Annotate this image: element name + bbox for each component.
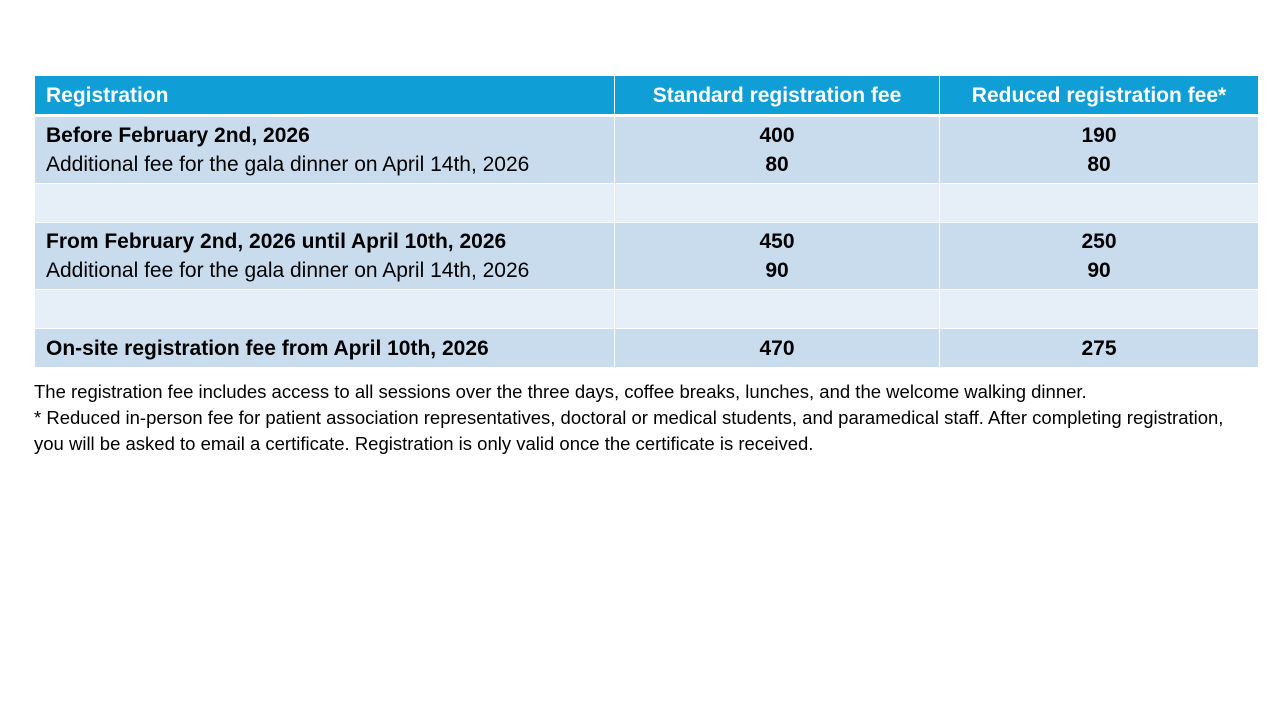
header-registration: Registration (35, 76, 615, 116)
standard-gala-fee-value: 90 (765, 259, 789, 282)
period-label: Before February 2nd, 2026 (46, 124, 310, 147)
spacer-row (35, 290, 1259, 329)
header-reduced-fee: Reduced registration fee* (940, 76, 1259, 116)
table-row (35, 329, 1259, 368)
registration-fee-table (34, 75, 1259, 368)
reduced-fee-cell (940, 223, 1259, 290)
fee-inclusion-note: The registration fee includes access to all sessions over the three days, coffee breaks, lunches, and the welcome walking dinner. (34, 381, 1087, 402)
gala-dinner-label: Additional fee for the gala dinner on April 14th, 2026 (46, 259, 530, 282)
fee-notes (34, 379, 1254, 457)
reduced-fee-cell (940, 329, 1259, 368)
table-header-row (35, 76, 1259, 116)
standard-fee-value: 470 (759, 336, 795, 360)
standard-fee-value: 400 (759, 124, 795, 147)
reduced-fee-value: 250 (1081, 230, 1117, 253)
standard-fee-cell (615, 116, 940, 184)
period-label: From February 2nd, 2026 until April 10th, 2026 (46, 230, 507, 253)
period-label-cell (35, 116, 615, 184)
reduced-gala-fee-value: 90 (1087, 259, 1111, 282)
period-label: On-site registration fee from April 10th, 2026 (46, 336, 489, 360)
period-label-cell (35, 329, 615, 368)
header-standard-fee: Standard registration fee (615, 76, 940, 116)
reduced-fee-value: 190 (1081, 124, 1117, 147)
gala-dinner-label: Additional fee for the gala dinner on April 14th, 2026 (46, 153, 530, 176)
standard-fee-value: 450 (759, 230, 795, 253)
standard-fee-cell (615, 223, 940, 290)
reduced-gala-fee-value: 80 (1087, 153, 1111, 176)
reduced-fee-value: 275 (1081, 336, 1117, 360)
spacer-row (35, 184, 1259, 223)
table-row (35, 116, 1259, 184)
standard-gala-fee-value: 80 (765, 153, 789, 176)
standard-fee-cell (615, 329, 940, 368)
reduced-fee-cell (940, 116, 1259, 184)
reduced-fee-footnote: * Reduced in-person fee for patient association representatives, doctoral or medical students, and paramedical staff. After completing registration, you will be asked to email a certificate. Registration is only valid once the certificate is received. (34, 407, 1224, 454)
period-label-cell (35, 223, 615, 290)
table-row (35, 223, 1259, 290)
